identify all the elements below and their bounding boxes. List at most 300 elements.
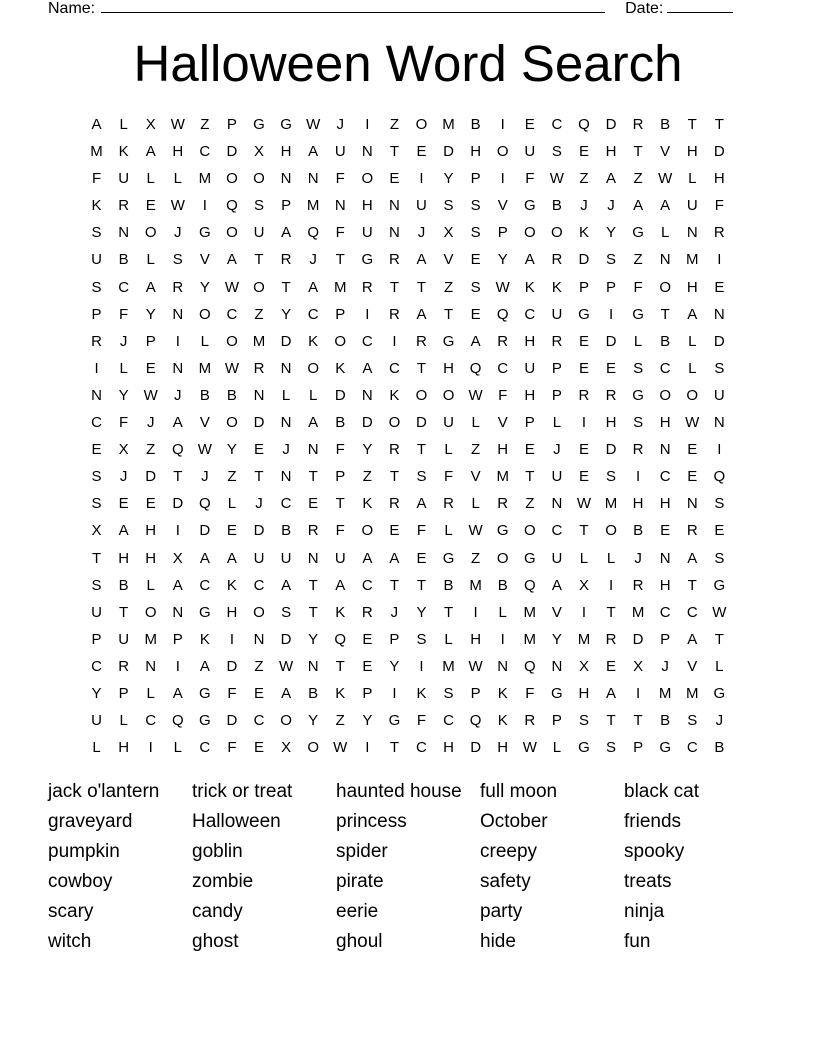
- grid-letter: K: [335, 684, 346, 702]
- word-list-item: candy: [192, 901, 243, 922]
- grid-letter: D: [199, 522, 211, 540]
- grid-letter: H: [443, 739, 454, 757]
- grid-letter: H: [226, 603, 238, 621]
- grid-letter: S: [416, 630, 427, 648]
- grid-letter: F: [227, 684, 237, 702]
- grid-letter: N: [361, 143, 373, 161]
- grid-letter: P: [551, 386, 562, 404]
- grid-letter: O: [686, 386, 699, 404]
- grid-letter: Z: [200, 116, 210, 133]
- grid-letter: F: [714, 197, 724, 215]
- grid-letter: T: [389, 739, 399, 757]
- grid-letter: K: [335, 603, 346, 621]
- grid-letter: O: [361, 522, 374, 540]
- grid-letter: F: [498, 386, 508, 404]
- grid-letter: C: [253, 712, 265, 730]
- grid-letter: I: [365, 305, 370, 323]
- grid-letter: K: [118, 143, 129, 161]
- grid-letter: O: [496, 549, 509, 567]
- grid-letter: L: [173, 739, 182, 757]
- grid-letter: U: [524, 143, 536, 161]
- grid-letter: M: [469, 576, 482, 594]
- grid-letter: Q: [199, 495, 211, 513]
- grid-letter: A: [308, 414, 319, 432]
- grid-letter: N: [172, 305, 184, 323]
- grid-letter: O: [659, 386, 672, 404]
- grid-letter: K: [199, 630, 210, 648]
- grid-letter: E: [578, 441, 589, 459]
- word-list-item: scary: [48, 901, 94, 922]
- letter-grid: [83, 111, 733, 761]
- grid-letter: Q: [713, 468, 726, 486]
- grid-letter: G: [280, 116, 292, 133]
- grid-letter: Z: [362, 468, 372, 486]
- grid-letter: N: [145, 657, 157, 675]
- grid-letter: U: [253, 549, 265, 567]
- grid-letter: C: [524, 305, 536, 323]
- grid-letter: C: [361, 576, 373, 594]
- grid-letter: T: [443, 603, 454, 621]
- grid-letter: B: [660, 116, 671, 133]
- grid-letter: R: [578, 386, 590, 404]
- grid-letter: A: [145, 143, 156, 161]
- grid-letter: T: [254, 251, 264, 269]
- grid-letter: N: [307, 657, 319, 675]
- grid-letter: Z: [254, 305, 264, 323]
- grid-letter: E: [362, 630, 373, 648]
- grid-letter: L: [688, 170, 697, 188]
- grid-row: [83, 301, 733, 328]
- grid-letter: D: [605, 116, 617, 133]
- grid-letter: L: [633, 332, 643, 350]
- grid-letter: L: [146, 251, 155, 269]
- grid-letter: H: [659, 414, 671, 432]
- grid-letter: J: [715, 712, 724, 730]
- grid-letter: R: [551, 251, 563, 269]
- grid-letter: K: [308, 332, 319, 350]
- grid-letter: P: [470, 170, 481, 188]
- grid-letter: S: [606, 251, 617, 269]
- grid-letter: J: [661, 657, 669, 675]
- grid-letter: G: [442, 332, 455, 350]
- grid-letter: H: [578, 684, 590, 702]
- word-list-item: creepy: [480, 841, 538, 862]
- grid-letter: W: [468, 522, 483, 540]
- grid-letter: E: [470, 251, 481, 269]
- grid-letter: B: [308, 684, 319, 702]
- grid-letter: H: [632, 495, 644, 513]
- grid-letter: W: [468, 386, 483, 404]
- grid-letter: F: [525, 684, 535, 702]
- grid-letter: D: [470, 739, 482, 757]
- word-list-item: cowboy: [48, 871, 113, 892]
- grid-letter: Z: [633, 251, 643, 269]
- grid-letter: C: [199, 143, 211, 161]
- grid-letter: R: [388, 251, 400, 269]
- grid-letter: R: [497, 332, 509, 350]
- grid-row: [83, 409, 733, 436]
- grid-letter: M: [333, 278, 347, 296]
- grid-letter: U: [91, 712, 102, 730]
- grid-letter: E: [254, 739, 265, 757]
- grid-letter: J: [174, 386, 182, 404]
- grid-letter: W: [468, 657, 483, 675]
- grid-letter: F: [525, 170, 535, 188]
- grid-letter: I: [717, 441, 722, 459]
- grid-letter: W: [170, 197, 185, 215]
- grid-letter: E: [470, 305, 481, 323]
- grid-letter: B: [660, 332, 671, 350]
- grid-letter: S: [443, 684, 454, 702]
- grid-letter: Y: [606, 224, 617, 242]
- date-blank: [667, 0, 733, 13]
- grid-letter: K: [226, 576, 237, 594]
- grid-letter: A: [226, 251, 237, 269]
- grid-letter: F: [443, 468, 454, 486]
- grid-letter: H: [172, 143, 184, 161]
- grid-letter: D: [253, 522, 265, 540]
- grid-letter: R: [172, 278, 184, 296]
- name-blank: [101, 0, 605, 13]
- grid-letter: N: [280, 414, 292, 432]
- grid-letter: U: [118, 630, 130, 648]
- grid-letter: A: [687, 305, 698, 323]
- grid-letter: R: [632, 441, 644, 459]
- grid-letter: S: [606, 739, 617, 757]
- grid-letter: R: [524, 712, 536, 730]
- grid-letter: G: [388, 712, 401, 730]
- grid-letter: N: [659, 251, 671, 269]
- word-list-item: Halloween: [192, 811, 281, 832]
- grid-letter: H: [524, 332, 536, 350]
- grid-letter: F: [335, 522, 345, 540]
- grid-letter: S: [443, 197, 454, 215]
- grid-letter: Q: [496, 305, 509, 323]
- grid-letter: J: [119, 332, 128, 350]
- grid-letter: D: [253, 414, 265, 432]
- grid-letter: Q: [307, 224, 319, 242]
- grid-letter: A: [118, 522, 129, 540]
- grid-letter: S: [551, 143, 562, 161]
- grid-letter: A: [172, 684, 183, 702]
- grid-letter: L: [146, 170, 155, 188]
- grid-letter: Z: [254, 657, 264, 675]
- grid-letter: A: [308, 143, 319, 161]
- grid-letter: D: [443, 143, 454, 161]
- grid-letter: G: [659, 739, 672, 757]
- grid-letter: B: [714, 739, 725, 757]
- grid-letter: K: [362, 495, 373, 513]
- grid-letter: H: [361, 197, 373, 215]
- grid-letter: R: [497, 495, 509, 513]
- grid-letter: E: [308, 495, 319, 513]
- grid-letter: N: [307, 549, 319, 567]
- grid-letter: R: [605, 386, 617, 404]
- grid-letter: N: [551, 495, 563, 513]
- grid-letter: O: [226, 170, 238, 188]
- grid-letter: T: [416, 576, 427, 594]
- grid-letter: P: [172, 630, 183, 648]
- grid-letter: Z: [443, 278, 454, 296]
- grid-letter: G: [523, 549, 536, 567]
- grid-row: [83, 436, 733, 463]
- grid-letter: O: [334, 332, 347, 350]
- grid-row: [83, 626, 733, 653]
- grid-letter: A: [308, 278, 319, 296]
- grid-letter: S: [91, 224, 102, 242]
- grid-row: [83, 707, 733, 734]
- grid-letter: Z: [579, 170, 589, 188]
- grid-letter: W: [549, 170, 564, 188]
- grid-letter: V: [660, 143, 671, 161]
- grid-letter: E: [389, 170, 400, 188]
- grid-letter: G: [442, 549, 455, 567]
- grid-letter: P: [389, 630, 400, 648]
- grid-letter: R: [632, 576, 644, 594]
- grid-letter: U: [416, 197, 427, 215]
- grid-letter: B: [226, 386, 237, 404]
- grid-letter: P: [362, 684, 373, 702]
- grid-letter: O: [523, 522, 536, 540]
- grid-letter: N: [280, 170, 292, 188]
- word-list-item: pirate: [336, 871, 384, 892]
- grid-letter: U: [551, 549, 563, 567]
- grid-row: [83, 192, 733, 219]
- grid-letter: U: [118, 170, 130, 188]
- grid-letter: S: [470, 224, 481, 242]
- grid-letter: A: [362, 359, 373, 377]
- grid-letter: X: [118, 441, 129, 459]
- grid-letter: Z: [335, 712, 345, 730]
- grid-letter: F: [91, 170, 102, 188]
- grid-letter: T: [416, 278, 427, 296]
- grid-letter: M: [442, 657, 455, 675]
- grid-letter: C: [280, 495, 292, 513]
- grid-letter: Y: [362, 441, 373, 459]
- page-title: Halloween Word Search: [133, 35, 683, 92]
- word-list-item: jack o'lantern: [48, 781, 160, 802]
- word-list: [48, 777, 768, 957]
- grid-letter: H: [659, 576, 671, 594]
- grid-row: [83, 734, 733, 761]
- grid-letter: E: [687, 441, 698, 459]
- grid-letter: J: [607, 197, 615, 215]
- grid-letter: I: [392, 332, 397, 350]
- grid-letter: G: [199, 712, 211, 730]
- grid-row: [83, 545, 733, 572]
- grid-letter: T: [633, 712, 643, 730]
- grid-letter: R: [118, 197, 130, 215]
- grid-letter: T: [281, 278, 291, 296]
- grid-letter: K: [524, 278, 535, 296]
- grid-letter: T: [389, 278, 399, 296]
- grid-letter: N: [388, 224, 400, 242]
- grid-letter: C: [199, 576, 211, 594]
- grid-letter: L: [498, 603, 507, 621]
- grid-letter: E: [416, 143, 427, 161]
- grid-letter: T: [416, 441, 427, 459]
- grid-letter: N: [686, 224, 698, 242]
- grid-letter: H: [470, 143, 482, 161]
- grid-letter: I: [175, 522, 180, 540]
- grid-letter: B: [497, 576, 508, 594]
- grid-letter: P: [633, 739, 644, 757]
- grid-letter: H: [145, 522, 157, 540]
- grid-letter: C: [686, 739, 698, 757]
- grid-letter: J: [146, 414, 155, 432]
- grid-letter: P: [335, 305, 346, 323]
- grid-row: [83, 490, 733, 517]
- grid-letter: N: [659, 549, 671, 567]
- grid-row: [83, 274, 733, 301]
- grid-letter: N: [280, 359, 292, 377]
- grid-letter: L: [146, 684, 155, 702]
- grid-letter: H: [443, 359, 454, 377]
- grid-letter: I: [500, 630, 505, 648]
- grid-letter: D: [605, 441, 617, 459]
- grid-letter: Y: [389, 657, 400, 675]
- grid-letter: U: [551, 468, 563, 486]
- grid-row: [83, 355, 733, 382]
- grid-letter: Q: [171, 441, 184, 459]
- grid-letter: A: [281, 684, 292, 702]
- grid-letter: L: [715, 657, 724, 675]
- grid-letter: P: [335, 468, 346, 486]
- grid-letter: P: [470, 684, 481, 702]
- grid-letter: R: [280, 251, 292, 269]
- grid-letter: V: [470, 468, 481, 486]
- grid-letter: Z: [471, 549, 481, 567]
- grid-letter: B: [633, 522, 644, 540]
- grid-letter: N: [172, 359, 184, 377]
- grid-letter: D: [145, 468, 157, 486]
- grid-letter: Q: [578, 116, 590, 133]
- grid-letter: U: [524, 359, 536, 377]
- grid-letter: M: [306, 197, 320, 215]
- grid-letter: H: [713, 170, 725, 188]
- grid-letter: Q: [226, 197, 238, 215]
- grid-letter: R: [605, 630, 617, 648]
- grid-letter: E: [362, 657, 373, 675]
- grid-letter: O: [361, 170, 374, 188]
- grid-letter: L: [281, 386, 291, 404]
- grid-letter: O: [605, 522, 617, 540]
- word-list-item: haunted house: [336, 781, 462, 802]
- grid-letter: Z: [633, 170, 643, 188]
- grid-letter: D: [280, 332, 292, 350]
- grid-letter: J: [174, 224, 182, 242]
- grid-letter: I: [365, 116, 370, 133]
- grid-letter: O: [226, 224, 238, 242]
- grid-letter: S: [470, 197, 481, 215]
- grid-letter: B: [443, 576, 454, 594]
- grid-letter: H: [118, 739, 130, 757]
- grid-letter: L: [688, 359, 697, 377]
- grid-letter: L: [146, 576, 155, 594]
- grid-letter: W: [576, 495, 592, 513]
- grid-letter: L: [173, 170, 182, 188]
- grid-letter: E: [578, 468, 589, 486]
- grid-letter: E: [714, 522, 725, 540]
- grid-letter: W: [333, 739, 348, 757]
- grid-letter: W: [143, 386, 158, 404]
- grid-letter: M: [252, 332, 266, 350]
- grid-letter: G: [199, 224, 211, 242]
- grid-letter: P: [281, 197, 292, 215]
- grid-letter: A: [524, 251, 535, 269]
- grid-letter: L: [688, 332, 697, 350]
- grid-letter: L: [552, 414, 562, 432]
- grid-letter: R: [388, 305, 400, 323]
- grid-letter: M: [442, 116, 455, 133]
- word-list-item: goblin: [192, 841, 243, 862]
- grid-letter: N: [713, 305, 725, 323]
- grid-letter: S: [470, 278, 481, 296]
- grid-letter: R: [686, 522, 698, 540]
- grid-letter: Y: [443, 170, 454, 188]
- grid-letter: O: [415, 116, 428, 133]
- grid-letter: T: [119, 603, 129, 621]
- grid-letter: H: [280, 143, 292, 161]
- grid-letter: C: [145, 712, 157, 730]
- grid-letter: V: [199, 251, 210, 269]
- grid-letter: C: [659, 468, 671, 486]
- word-list-item: pumpkin: [48, 841, 120, 862]
- grid-letter: W: [197, 441, 212, 459]
- grid-letter: G: [713, 576, 726, 594]
- grid-letter: D: [416, 414, 427, 432]
- grid-letter: D: [713, 332, 725, 350]
- grid-letter: M: [523, 603, 537, 621]
- grid-letter: O: [415, 386, 428, 404]
- grid-letter: Y: [362, 712, 373, 730]
- grid-letter: H: [470, 630, 482, 648]
- grid-letter: A: [199, 549, 210, 567]
- grid-letter: C: [118, 278, 130, 296]
- grid-letter: P: [660, 630, 671, 648]
- grid-letter: E: [606, 657, 617, 675]
- grid-letter: G: [199, 603, 211, 621]
- grid-letter: I: [717, 251, 722, 269]
- grid-letter: M: [577, 630, 591, 648]
- grid-letter: T: [389, 576, 399, 594]
- grid-letter: K: [416, 684, 427, 702]
- word-list-item: hide: [480, 931, 516, 952]
- grid-letter: G: [578, 305, 590, 323]
- word-list-item: graveyard: [48, 811, 133, 832]
- grid-letter: S: [687, 712, 698, 730]
- grid-row: [83, 165, 733, 192]
- grid-letter: T: [389, 468, 399, 486]
- grid-letter: L: [92, 739, 101, 757]
- grid-letter: Y: [118, 386, 129, 404]
- grid-letter: Q: [469, 712, 482, 730]
- grid-letter: G: [523, 197, 536, 215]
- word-list-item: spider: [336, 841, 388, 862]
- word-list-item: party: [480, 901, 523, 922]
- grid-letter: D: [226, 712, 238, 730]
- word-list-item: witch: [48, 931, 92, 952]
- grid-letter: N: [253, 630, 265, 648]
- grid-letter: Z: [146, 441, 156, 459]
- grid-letter: H: [605, 414, 617, 432]
- word-list-item: October: [480, 811, 548, 832]
- word-list-item: spooky: [624, 841, 685, 862]
- grid-letter: W: [224, 278, 240, 296]
- grid-letter: I: [229, 630, 235, 648]
- grid-letter: A: [91, 116, 102, 133]
- grid-letter: C: [91, 657, 102, 675]
